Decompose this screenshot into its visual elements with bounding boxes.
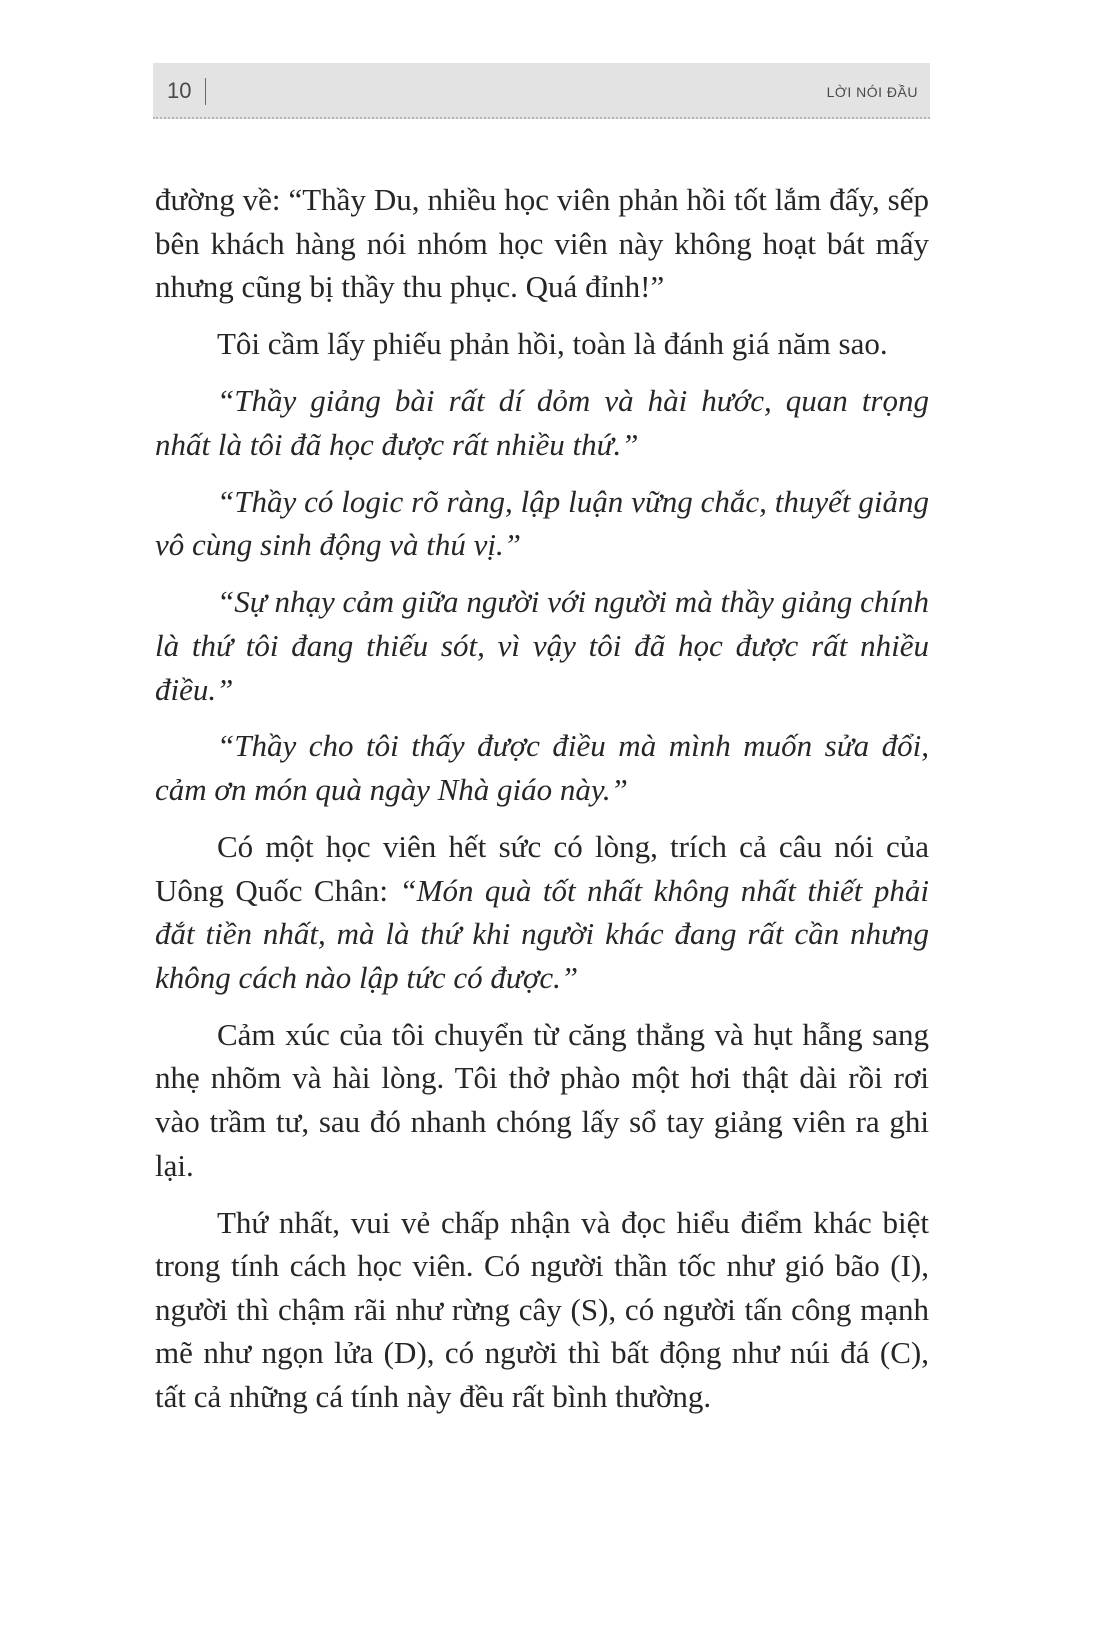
quote-feedback-2: “Thầy có logic rõ ràng, lập luận vững chắc, thuyết giảng vô cùng sinh động và thú vị.” [155, 483, 929, 563]
paragraph-citation [155, 825, 929, 999]
paragraph-emotion: Cảm xúc của tôi chuyển từ căng thẳng và hụt hẫng sang nhẹ nhõm và hài lòng. Tôi thở phào một hơi thật dài rồi rơi vào trầm tư, sau đó nhanh chóng lấy sổ tay giảng viên ra ghi lại. [155, 1016, 929, 1183]
body-text [155, 178, 929, 1419]
running-header [153, 63, 930, 119]
running-title: LỜI NÓI ĐẦU [826, 84, 918, 100]
header-divider [205, 78, 206, 105]
paragraph-continued: đường về: “Thầy Du, nhiều học viên phản hồi tốt lắm đấy, sếp bên khách hàng nói nhóm học viên này không hoạt bát mấy nhưng cũng bị thầy thu phục. Quá đỉnh!” [155, 182, 929, 305]
quote-feedback-1: “Thầy giảng bài rất dí dỏm và hài hước, quan trọng nhất là tôi đã học được rất nhiều thứ.” [155, 383, 929, 462]
paragraph-first-point: Thứ nhất, vui vẻ chấp nhận và đọc hiểu điểm khác biệt trong tính cách học viên. Có người thần tốc như gió bão (I), người thì chậm rãi như rừng cây (S), có người tấn công mạnh mẽ như ngọn lửa (D), có người thì bất động như núi đá (C), tất cả những cá tính này đều rất bình thường. [155, 1204, 929, 1414]
quote-feedback-3: “Sự nhạy cảm giữa người với người mà thầy giảng chính là thứ tôi đang thiếu sót, vì vậy tôi đã học được rất nhiều điều.” [155, 584, 929, 707]
page-number: 10 [167, 78, 192, 103]
citation-quote: “Món quà tốt nhất không nhất thiết phải đắt tiền nhất, mà là thứ khi người khác đang rất cần nhưng không cách nào lập tức có được.” [155, 872, 929, 995]
citation-lead: Có một học viên hết sức có lòng, trích cả câu nói của Uông Quốc Chân: [155, 829, 929, 908]
quote-feedback-4: “Thầy cho tôi thấy được điều mà mình muốn sửa đổi, cảm ơn món quà ngày Nhà giáo này.” [155, 728, 929, 808]
paragraph-feedback-intro: Tôi cầm lấy phiếu phản hồi, toàn là đánh giá năm sao. [217, 326, 888, 362]
